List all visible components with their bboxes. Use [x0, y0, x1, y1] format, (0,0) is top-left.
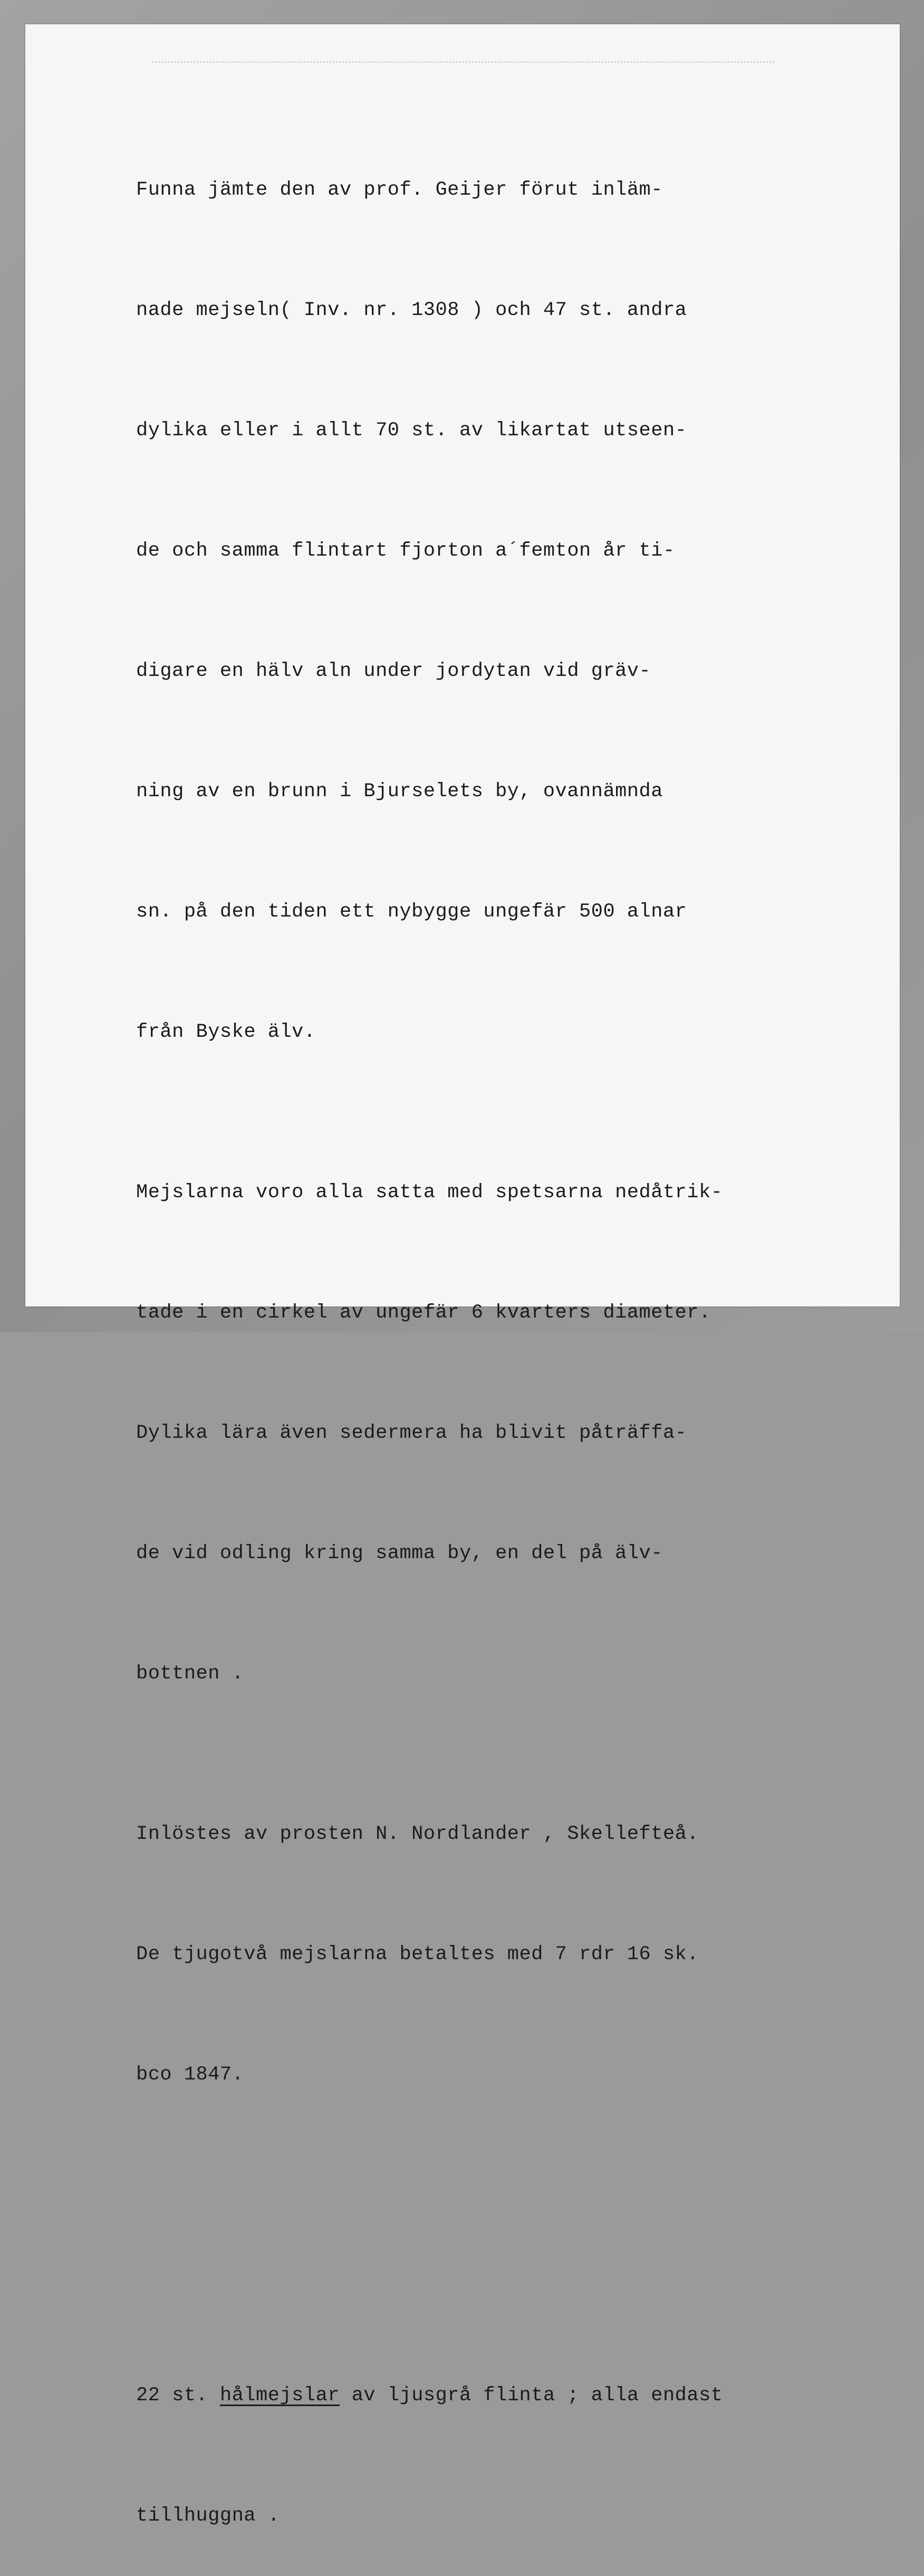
text-line: bottnen .	[136, 1663, 244, 1685]
text-line: digare en hälv aln under jordytan vid gräv-	[136, 660, 651, 682]
text-fragment: av ljusgrå flinta ; alla endast	[339, 2384, 723, 2407]
text-line: Dylika lära även sedermera ha blivit påträffa-	[136, 1422, 687, 1444]
text-line: bco 1847.	[136, 2064, 244, 2086]
underlined-term: hålmejslar	[219, 2384, 340, 2407]
text-line: de vid odling kring samma by, en del på älv-	[136, 1542, 663, 1564]
text-line: från Byske älv.	[136, 1021, 316, 1043]
text-line: De tjugotvå mejslarna betaltes med 7 rdr 16 sk.	[136, 1943, 699, 1966]
text-line: nade mejseln( Inv. nr. 1308 ) och 47 st. andra	[136, 299, 687, 321]
text-line: tillhuggna .	[136, 2505, 280, 2527]
text-line	[136, 2375, 853, 2416]
text-line: Funna jämte den av prof. Geijer förut inläm-	[136, 179, 663, 201]
text-line: Mejslarna voro alla satta med spetsarna nedåtrik-	[136, 1181, 723, 1204]
text-line: sn. på den tiden ett nybygge ungefär 500 alnar	[136, 901, 687, 923]
text-line: tade i en cirkel av ungefär 6 kvarters diameter.	[136, 1302, 711, 1324]
typewritten-text	[136, 90, 853, 2576]
text-line: Inlöstes av prosten N. Nordlander , Skellefteå.	[136, 1823, 699, 1845]
paragraph-spacer	[136, 2215, 853, 2255]
text-line: dylika eller i allt 70 st. av likartat utseen-	[136, 419, 687, 442]
show-through-line	[152, 61, 774, 63]
text-line: de och samma flintart fjorton a´femton år ti-	[136, 540, 675, 562]
text-fragment: 22 st.	[136, 2384, 220, 2407]
text-line: ning av en brunn i Bjurselets by, ovannämnda	[136, 780, 663, 803]
